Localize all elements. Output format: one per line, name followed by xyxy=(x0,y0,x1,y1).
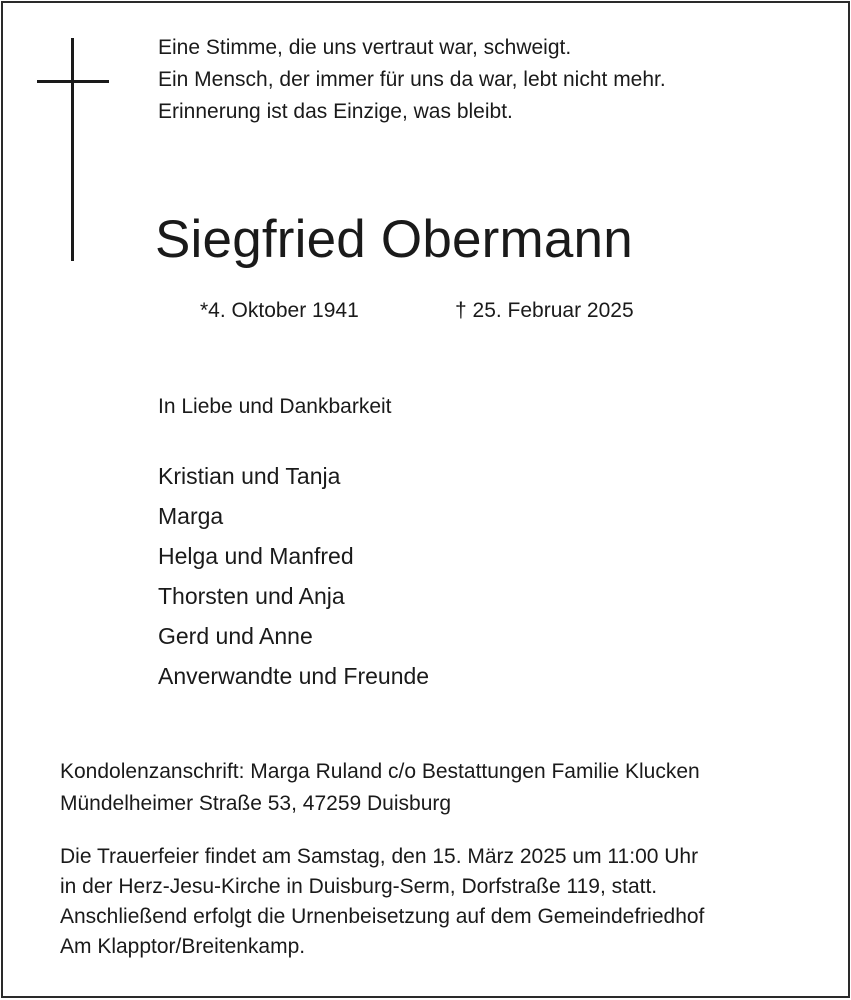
mourner-entry: Kristian und Tanja xyxy=(158,463,341,489)
deceased-name: Siegfried Obermann xyxy=(155,210,633,269)
mourner-entry: Helga und Manfred xyxy=(158,543,354,569)
birth-date: *4. Oktober 1941 xyxy=(200,299,359,322)
condolence-line: Kondolenzanschrift: Marga Ruland c/o Bestattungen Familie Klucken xyxy=(60,760,700,783)
mourner-entry: Anverwandte und Freunde xyxy=(158,663,430,689)
ceremony-info xyxy=(60,842,704,962)
cross-vertical-bar xyxy=(71,38,74,261)
poem-line: Eine Stimme, die uns vertraut war, schweigt. xyxy=(158,36,572,59)
ceremony-line: Die Trauerfeier findet am Samstag, den 15. März 2025 um 11:00 Uhr xyxy=(60,845,699,868)
ceremony-line: Am Klapptor/Breitenkamp. xyxy=(60,935,306,958)
poem-line: Erinnerung ist das Einzige, was bleibt. xyxy=(158,100,513,123)
mourner-entry: Marga xyxy=(158,503,224,529)
condolence-address xyxy=(60,756,700,820)
mourner-entry: Gerd und Anne xyxy=(158,623,313,649)
condolence-line: Mündelheimer Straße 53, 47259 Duisburg xyxy=(60,792,452,815)
dedication: In Liebe und Dankbarkeit xyxy=(158,395,392,418)
poem-line: Ein Mensch, der immer für uns da war, lebt nicht mehr. xyxy=(158,68,666,91)
mourner-entry: Thorsten und Anja xyxy=(158,583,345,609)
ceremony-line: in der Herz-Jesu-Kirche in Duisburg-Serm, Dorfstraße 119, statt. xyxy=(60,875,658,898)
ceremony-line: Anschließend erfolgt die Urnenbeisetzung auf dem Gemeindefriedhof xyxy=(60,905,705,928)
poem xyxy=(158,32,666,128)
death-date: † 25. Februar 2025 xyxy=(455,299,634,322)
cross-horizontal-bar xyxy=(37,80,109,83)
mourners-list xyxy=(158,456,429,696)
